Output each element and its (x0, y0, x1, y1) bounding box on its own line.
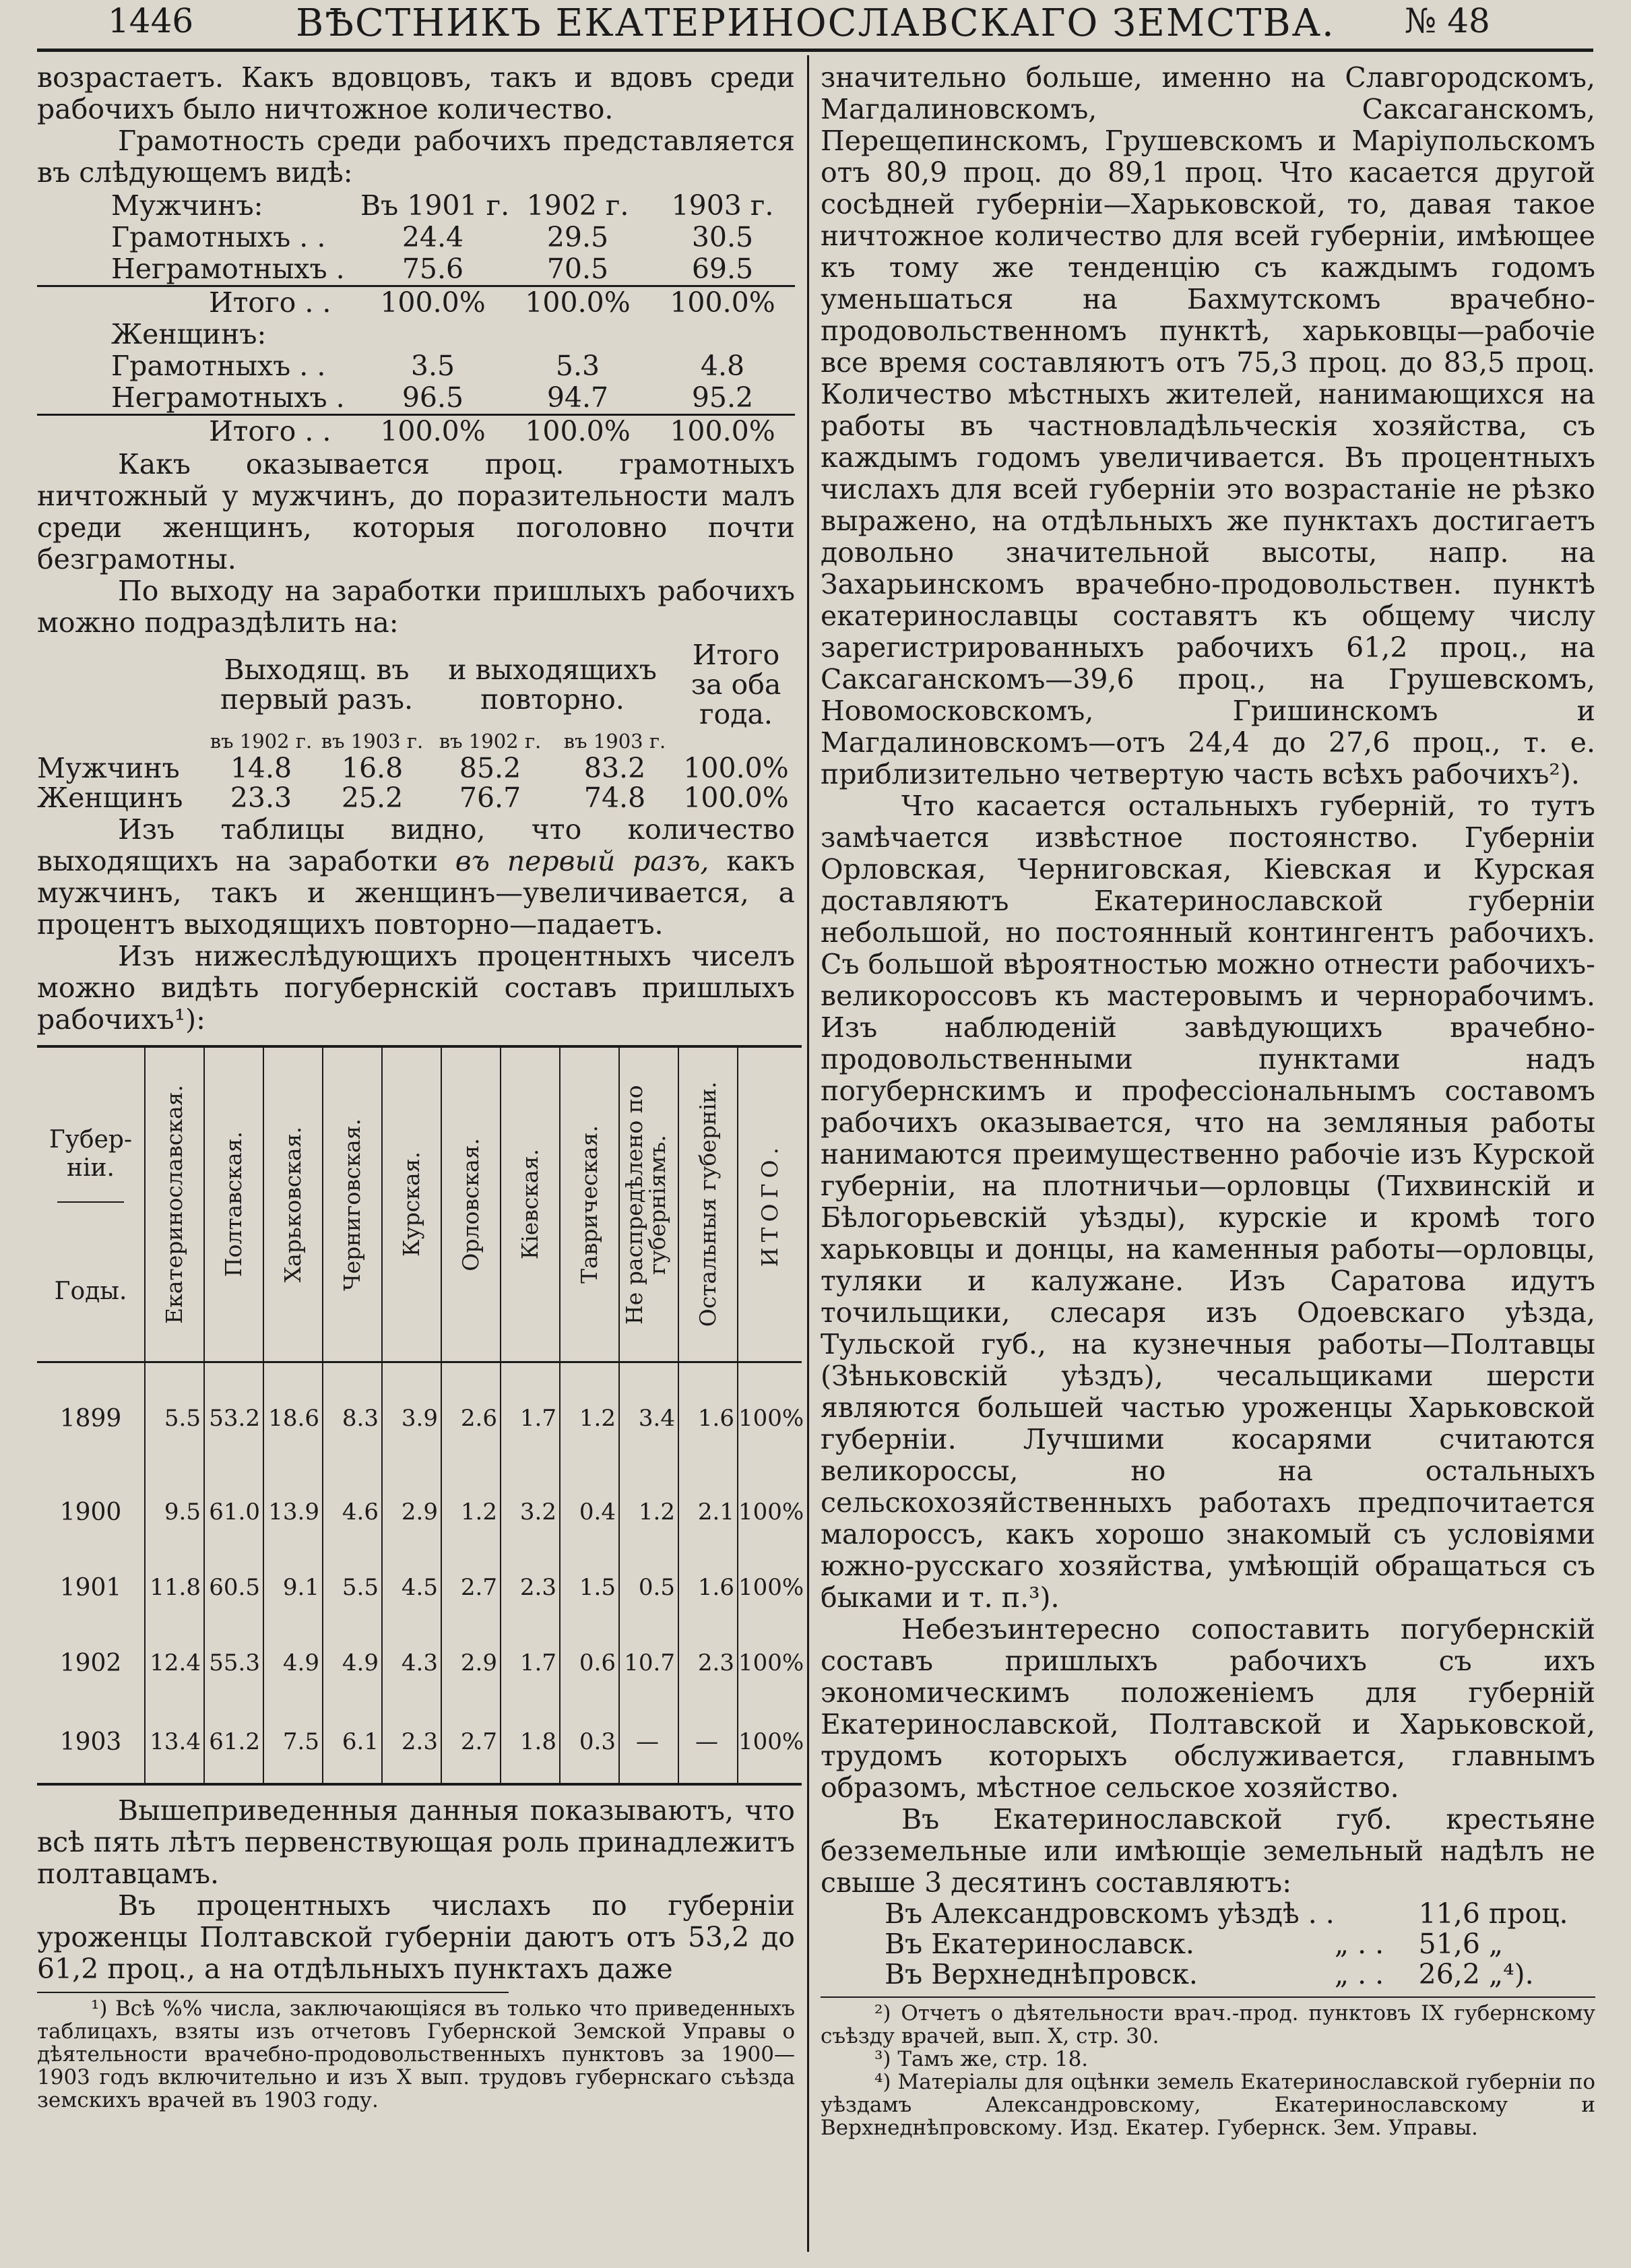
cell: 95.2 (691, 381, 754, 414)
column-header: ИТОГО. (738, 1046, 802, 1362)
year-header: 1902 г. (526, 189, 629, 222)
cell: — (619, 1701, 678, 1784)
subheader: въ 1902 г. (439, 730, 542, 753)
corner-divider (57, 1201, 124, 1203)
cell: 60.5 (204, 1550, 263, 1625)
table-row (37, 1362, 802, 1475)
cell: 8.3 (323, 1362, 382, 1475)
cell: 100.0% (360, 286, 505, 319)
paragraph: Какъ оказывается проц. грамотныхъ ничтожный у мужчинъ, до поразительности малъ среди женщинъ, которыя поголовно почти безграмотны. (37, 448, 795, 575)
cell: 85.2 (459, 752, 521, 784)
cell: 7.5 (263, 1701, 323, 1784)
cell: 5.5 (323, 1550, 382, 1625)
literacy-table (37, 190, 795, 447)
cell: 0.6 (560, 1625, 619, 1701)
paragraph: Небезъинтересно сопоставить погубернскій составъ пришлыхъ рабочихъ съ ихъ экономическимъ положеніемъ для губерній Екатеринославской, Полтавской и Харьковской, трудомъ которыхъ обслуживается, главнымъ образомъ, мѣстное сельское хозяйство. (821, 1613, 1595, 1804)
column-header: Выходящ. въ первый разъ. (220, 654, 414, 716)
column-divider (807, 55, 809, 2252)
cell: 16.8 (341, 752, 404, 784)
row-label: Грамотныхъ . . (111, 350, 326, 382)
cell: 0.3 (560, 1701, 619, 1784)
paragraph: Вышеприведенныя данныя показываютъ, что всѣ пять лѣтъ первенствующая роль принадлежитъ полтавцамъ. (37, 1794, 795, 1890)
cell: 61.2 (204, 1701, 263, 1784)
year-cell: 1900 (37, 1474, 145, 1550)
cell: 4.5 (382, 1550, 441, 1625)
cell: 29.5 (546, 221, 609, 253)
gubernia-table (37, 1045, 802, 1786)
cell: 4.9 (263, 1625, 323, 1701)
footnote: ³) Тамъ же, стр. 18. (874, 2047, 1089, 2071)
cell: 100.0% (683, 782, 789, 814)
journal-title: ВѢСТНИКЪ ЕКАТЕРИНОСЛАВСКАГО ЗЕМСТВА. (296, 1, 1335, 45)
cell: 1.7 (501, 1362, 560, 1475)
cell: 3.5 (410, 350, 455, 382)
row-label: Мужчинъ (37, 752, 180, 784)
row-label: Итого . . (37, 286, 360, 319)
cell: 100% (738, 1649, 804, 1676)
cell: 0.4 (560, 1474, 619, 1550)
cell: 53.2 (204, 1362, 263, 1475)
cell: 70.5 (546, 253, 609, 285)
table-row (37, 1550, 802, 1625)
cell: 1.7 (501, 1625, 560, 1701)
cell: 100.0% (505, 415, 650, 448)
subheader: въ 1902 г. (210, 730, 313, 753)
men-label: Мужчинъ: (111, 189, 263, 222)
cell: 61.0 (204, 1474, 263, 1550)
cell: 4.9 (323, 1625, 382, 1701)
cell: 3.9 (382, 1362, 441, 1475)
total-row (37, 286, 795, 319)
cell: 2.9 (441, 1625, 501, 1701)
cell: 18.6 (263, 1362, 323, 1475)
column-header: Кіевская. (501, 1046, 560, 1362)
district-label: Въ Верхнеднѣпровск. (885, 1958, 1198, 1990)
table-row (37, 753, 795, 783)
paragraph: Что касается остальныхъ губерній, то тутъ замѣчается извѣстное постоянство. Губерніи Орловская, Черниговская, Кіевская и Курская доставляютъ Екатеринославской губерніи небольшой, но постоянный контингентъ рабочихъ. Съ большой вѣроятностью можно отнести рабочихъ-великороссовъ къ мастеровымъ и чернорабочимъ. Изъ наблюденій завѣдующихъ врачебно-продовольственными пунктами надъ погубернскимъ и профессіональнымъ составомъ рабочихъ оказывается, что на земляныя работы нанимаются преимущественно рабочіе изъ Курской губерніи, на плотничьи—орловцы (Тихвинскій и Бѣлогорьевскій уѣзды), курскіе и кромѣ того харьковцы и донцы, на каменныя работы—орловцы, туляки и калужане. Изъ Саратова идутъ точильщики, слесаря изъ Одоевскаго уѣзда, Тульской губ., на кузнечныя работы—Полтавцы (Зѣньковскій уѣздъ), чесальщиками шерсти являются большей частью уроженцы Харьковской губерніи. Лучшими косарями считаются великороссы, но на остальныхъ сельскохозяйственныхъ работахъ предпочитается малороссъ, какъ хорошо знакомый съ условіями южно-русскаго хозяйства, умѣющій обращаться съ быками и т. п.³). (821, 790, 1595, 1614)
district-value: 51,6 „ (1418, 1928, 1504, 1960)
total-row (37, 415, 795, 448)
cell: 3.4 (619, 1362, 678, 1475)
year-header: Въ 1901 г. (360, 189, 510, 222)
cell: 2.7 (441, 1550, 501, 1625)
column-header: Харьковская. (263, 1046, 323, 1362)
cell: — (678, 1701, 738, 1784)
table-row (37, 382, 795, 415)
year-cell: 1903 (37, 1701, 145, 1784)
footnote: ⁴) Матеріалы для оцѣнки земель Екатеринославской губерніи по уѣздамъ Александровскому, Екатеринославскому и Верхнеднѣпровскому. Изд. Екатер. Губернск. Зем. Управы. (821, 2070, 1595, 2140)
district-value: 26,2 „⁴). (1418, 1958, 1534, 1990)
cell: 2.3 (501, 1550, 560, 1625)
cell: 23.3 (230, 782, 292, 814)
cell: 1.5 (560, 1550, 619, 1625)
issue-number: № 48 (1405, 1, 1490, 40)
running-header (0, 0, 1631, 47)
column-header: Черниговская. (323, 1046, 382, 1362)
cell: 24.4 (402, 221, 464, 253)
list-item (821, 1899, 1595, 1929)
district-value: 11,6 проц. (1418, 1897, 1568, 1930)
list-item (821, 1929, 1595, 1959)
footnote-rule (821, 1996, 1595, 1998)
cell: 14.8 (230, 752, 292, 784)
cell: 100.0% (650, 286, 795, 319)
table-row (37, 350, 795, 382)
cell: 1.2 (619, 1474, 678, 1550)
cell: 2.1 (678, 1474, 738, 1550)
subheader: въ 1903 г. (563, 730, 666, 753)
row-label: Итого . . (37, 415, 360, 448)
paragraph: По выходу на заработки пришлыхъ рабочихъ можно подраздѣлить на: (37, 575, 795, 639)
column-header: Не распредѣлено по губерніямъ. (619, 1046, 678, 1362)
cell: 100% (738, 1573, 804, 1601)
paragraph: Изъ нижеслѣдующихъ процентныхъ чиселъ можно видѣть погубернскій составъ пришлыхъ рабочихъ¹): (37, 940, 795, 1036)
column-header: Орловская. (441, 1046, 501, 1362)
cell: 10.7 (619, 1625, 678, 1701)
cell: 1.2 (560, 1362, 619, 1475)
cell: 4.6 (323, 1474, 382, 1550)
footnote: ²) Отчетъ о дѣятельности врач.-прод. пунктовъ IX губернскому съѣзду врачей, вып. X, стр. 30. (821, 2001, 1595, 2048)
cell: 100.0% (360, 415, 505, 448)
cell: 1.6 (678, 1550, 738, 1625)
cell: 9.1 (263, 1550, 323, 1625)
cell: 9.5 (145, 1474, 204, 1550)
emphasis: въ первый разъ, (455, 845, 709, 877)
district-list (821, 1899, 1595, 1990)
paragraph: Въ процентныхъ числахъ по губерніи уроженцы Полтавской губерніи даютъ отъ 53,2 до 61,2 проц., а на отдѣльныхъ пунктахъ даже (37, 1889, 795, 1985)
cell: 25.2 (341, 782, 404, 814)
footnote-rule (37, 1992, 509, 1993)
corner-cell (37, 1046, 145, 1362)
cell: 76.7 (459, 782, 521, 814)
cell: 96.5 (402, 381, 464, 414)
header-rule (37, 49, 1593, 52)
year-cell: 1902 (37, 1625, 145, 1701)
ditto: „ . . (1334, 1928, 1384, 1960)
column-header: Итого за оба года. (691, 639, 781, 730)
table-row (37, 1474, 802, 1550)
text-run: Изъ таблицы видно, что количество выходящихъ на заработки (37, 813, 795, 877)
column-header: Курская. (382, 1046, 441, 1362)
work-table (37, 640, 795, 813)
cell: 100% (738, 1498, 804, 1525)
cell: 2.9 (382, 1474, 441, 1550)
row-label: Грамотныхъ . . (111, 221, 326, 253)
footnote: ¹) Всѣ %% числа, заключающіяся въ только что приведенныхъ таблицахъ, взяты изъ отчетовъ Губернской Земской Управы о дѣятельности врачебно-продовольственныхъ пунктовъ за 1900—1903 годъ включительно и изъ X вып. трудовъ губернскаго съѣзда земскихъ врачей въ 1903 году. (37, 1996, 795, 2112)
row-label: Неграмотныхъ . (111, 253, 345, 285)
cell: 6.1 (323, 1701, 382, 1784)
cell: 2.3 (382, 1701, 441, 1784)
year-cell: 1899 (37, 1362, 145, 1475)
paragraph (37, 814, 795, 941)
corner-bottom-label: Годы. (54, 1278, 127, 1305)
paragraph: значительно больше, именно на Славгородскомъ, Магдалиновскомъ, Саксаганскомъ, Перещепинскомъ, Грушевскомъ и Маріупольскомъ отъ 80,9 проц. до 89,1 проц. Что касается другой сосѣдней губерніи—Харьковской, то, давая такое ничтожное количество для всей губерніи, имѣющее къ тому же тенденцію съ каждымъ годомъ уменьшаться на Бахмутскомъ врачебно-продовольственномъ пунктѣ, харьковцы—рабочіе все время составляютъ отъ 75,3 проц. до 83,5 проц. Количество мѣстныхъ жителей, нанимающихся на работы въ частновладѣльческія хозяйства, съ каждымъ годомъ увеличивается. Въ процентныхъ числахъ для всей губерніи это возрастаніе не рѣзко выражено, на отдѣльныхъ же пунктахъ достигаетъ довольно значительной высоты, напр. на Захарьинскомъ врачебно-продовольствен. пунктѣ екатеринославцы составятъ къ общему числу зарегистрированныхъ рабочихъ 61,2 проц., на Саксаганскомъ—39,6 проц., на Грушевскомъ, Новомосковскомъ, Гришинскомъ и Магдалиновскомъ—отъ 24,4 до 27,6 проц., т. е. приблизительно четвертую часть всѣхъ рабочихъ²). (821, 61, 1595, 790)
cell: 83.2 (583, 752, 646, 784)
table-row (37, 1701, 802, 1784)
cell: 75.6 (402, 253, 464, 285)
women-label: Женщинъ: (111, 318, 267, 350)
cell: 2.7 (441, 1701, 501, 1784)
district-label: Въ Александровскомъ уѣздѣ . . (885, 1897, 1335, 1930)
cell: 12.4 (145, 1625, 204, 1701)
row-label: Неграмотныхъ . (111, 381, 345, 414)
cell: 69.5 (691, 253, 754, 285)
page-number: 1446 (108, 1, 194, 40)
left-column (37, 61, 804, 2112)
cell: 55.3 (204, 1625, 263, 1701)
cell: 4.3 (382, 1625, 441, 1701)
cell: 11.8 (145, 1550, 204, 1625)
row-label: Женщинъ (37, 782, 183, 814)
cell: 100.0% (683, 752, 789, 784)
table-row (37, 783, 795, 813)
column-header: Полтавская. (204, 1046, 263, 1362)
cell: 13.4 (145, 1701, 204, 1784)
column-header: Остальныя губерніи. (678, 1046, 738, 1362)
cell: 1.8 (501, 1701, 560, 1784)
cell: 3.2 (501, 1474, 560, 1550)
subheader: въ 1903 г. (321, 730, 424, 753)
cell: 100% (738, 1728, 804, 1755)
cell: 2.3 (678, 1625, 738, 1701)
cell: 0.5 (619, 1550, 678, 1625)
ditto: „ . . (1334, 1958, 1384, 1990)
cell: 2.6 (441, 1362, 501, 1475)
table-row (37, 1625, 802, 1701)
column-header: Екатеринославская. (145, 1046, 204, 1362)
text-run: какъ мужчинъ, такъ и женщинъ—увеличивается, а процентъ выходящихъ повторно—падаетъ. (37, 845, 795, 941)
cell: 100.0% (650, 415, 795, 448)
corner-top-label: Губер-ніи. (49, 1126, 133, 1182)
paragraph: Грамотность среди рабочихъ представляется въ слѣдующемъ видѣ: (37, 125, 795, 189)
table-row (37, 222, 795, 253)
cell: 1.2 (441, 1474, 501, 1550)
cell: 30.5 (691, 221, 754, 253)
cell: 100% (738, 1405, 804, 1432)
column-header: Таврическая. (560, 1046, 619, 1362)
cell: 94.7 (546, 381, 609, 414)
table-row (37, 253, 795, 286)
cell: 5.3 (555, 350, 600, 382)
right-column (821, 62, 1595, 2139)
cell: 4.8 (700, 350, 745, 382)
cell: 13.9 (263, 1474, 323, 1550)
paragraph: возрастаетъ. Какъ вдовцовъ, такъ и вдовъ среди рабочихъ было ничтожное количество. (37, 61, 795, 125)
district-label: Въ Екатеринославск. (885, 1928, 1194, 1960)
list-item (821, 1959, 1595, 1990)
cell: 100.0% (505, 286, 650, 319)
cell: 5.5 (145, 1362, 204, 1475)
year-cell: 1901 (37, 1550, 145, 1625)
column-header: и выходящихъ повторно. (448, 654, 657, 716)
year-header: 1903 г. (671, 189, 774, 222)
cell: 1.6 (678, 1362, 738, 1475)
cell: 74.8 (583, 782, 646, 814)
paragraph: Въ Екатеринославской губ. крестьяне безземельные или имѣющіе земельный надѣлъ не свыше 3 десятинъ составляютъ: (821, 1803, 1595, 1899)
ditto (1335, 1899, 1419, 1929)
